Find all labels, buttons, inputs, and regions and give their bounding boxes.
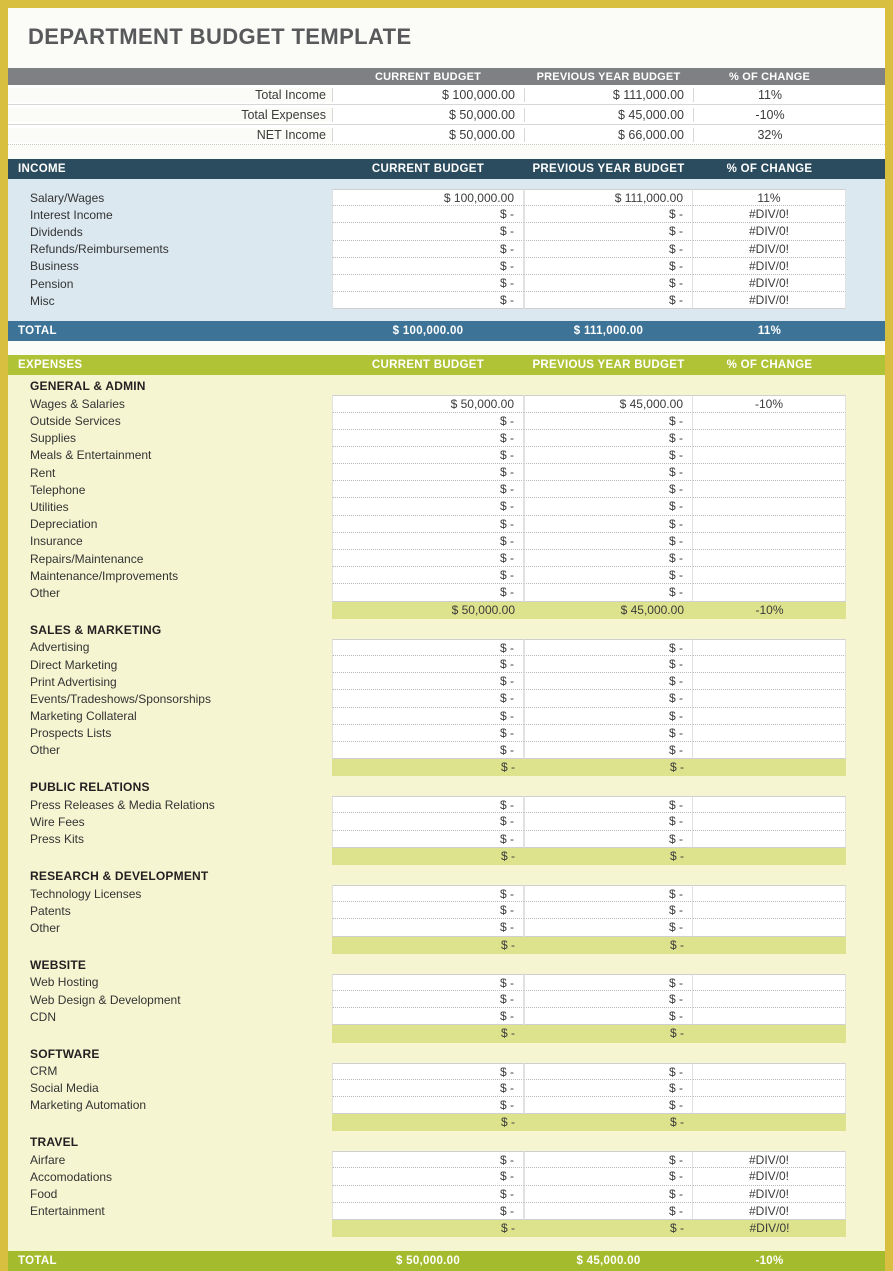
expense-row-current[interactable]: $ - (332, 708, 524, 725)
income-total-current: $ 100,000.00 (392, 325, 464, 338)
expense-row-previous[interactable]: $ - (524, 498, 693, 515)
expense-row-change (693, 1063, 846, 1080)
expense-row-change (693, 584, 846, 601)
expense-subtotal-previous: $ - (524, 848, 693, 865)
expense-subtotal-current: $ - (332, 1025, 524, 1042)
expense-row-change (693, 708, 846, 725)
income-row (8, 189, 885, 206)
expense-row-current[interactable]: $ - (332, 447, 524, 464)
income-row-label: Refunds/Reimbursements (30, 242, 169, 257)
income-row-previous[interactable]: $ - (524, 275, 693, 292)
expense-subtotal-row (8, 1220, 885, 1237)
expense-row-previous[interactable]: $ - (524, 584, 693, 601)
expense-row-label: Maintenance/Improvements (30, 568, 179, 583)
expenses-total-change: -10% (755, 1255, 784, 1268)
expense-row-previous[interactable]: $ - (524, 430, 693, 447)
expense-row (8, 974, 885, 991)
expense-group-title: SOFTWARE (30, 1046, 100, 1061)
expense-row-current[interactable]: $ - (332, 1080, 524, 1097)
expense-subtotal-current: $ - (332, 937, 524, 954)
expense-subtotal-current: $ 50,000.00 (332, 602, 524, 619)
income-row-current[interactable]: $ - (332, 223, 524, 240)
income-row-label: Business (30, 259, 79, 274)
expense-row-previous[interactable]: $ 45,000.00 (524, 395, 693, 412)
income-row (8, 223, 885, 240)
expense-subtotal-row (8, 759, 885, 776)
income-row-previous[interactable]: $ - (524, 292, 693, 309)
expense-row-label: Social Media (30, 1081, 99, 1096)
summary-header-change: % OF CHANGE (728, 70, 811, 83)
income-row (8, 275, 885, 292)
expense-row-label: Utilities (30, 500, 69, 515)
expense-row-change (693, 974, 846, 991)
summary-row-label: Total Income (8, 88, 332, 102)
summary-row-previous: $ 111,000.00 (524, 88, 693, 102)
expense-row-change (693, 902, 846, 919)
expense-row-change (693, 498, 846, 515)
expense-subtotal-current: $ - (332, 848, 524, 865)
expense-row (8, 708, 885, 725)
expense-row-label: Direct Marketing (30, 657, 118, 672)
income-row-label: Dividends (30, 224, 83, 239)
expense-row-change: #DIV/0! (693, 1186, 846, 1203)
expense-row-previous[interactable]: $ - (524, 796, 693, 813)
expense-row (8, 1063, 885, 1080)
summary-row-label: Total Expenses (8, 108, 332, 122)
income-total-label: TOTAL (18, 325, 57, 338)
expense-row-previous[interactable]: $ - (524, 919, 693, 936)
expense-row-label: Wages & Salaries (30, 396, 125, 411)
expense-subtotal-row (8, 937, 885, 954)
expense-row-label: Insurance (30, 534, 83, 549)
expense-row-change (693, 1080, 846, 1097)
expenses-section (8, 355, 885, 1271)
expense-row-change: -10% (693, 395, 846, 412)
expense-group-title: SALES & MARKETING (30, 622, 162, 637)
expense-row (8, 430, 885, 447)
expense-row-label: Marketing Automation (30, 1098, 147, 1113)
income-row-label: Interest Income (30, 207, 113, 222)
summary-row-change: 11% (693, 88, 846, 102)
income-row-change: #DIV/0! (693, 241, 846, 258)
expense-row-change (693, 1008, 846, 1025)
expense-row-change (693, 742, 846, 759)
summary-row (8, 125, 885, 145)
expense-subtotal-current: $ - (332, 1114, 524, 1131)
expense-subtotal-change (693, 937, 846, 954)
expense-row-current[interactable]: $ - (332, 919, 524, 936)
expense-row (8, 498, 885, 515)
income-row-change: #DIV/0! (693, 223, 846, 240)
expense-row-current[interactable]: $ - (332, 725, 524, 742)
expense-row-change (693, 831, 846, 848)
expense-row-change (693, 919, 846, 936)
expense-row-label: Prospects Lists (30, 726, 112, 741)
expense-row-current[interactable]: $ - (332, 974, 524, 991)
expense-row-label: Events/Tradeshows/Sponsorships (30, 691, 211, 706)
summary-header-previous: PREVIOUS YEAR BUDGET (536, 70, 681, 83)
income-total-row (8, 321, 885, 341)
summary-row-current: $ 100,000.00 (332, 88, 524, 102)
expense-row-change (693, 550, 846, 567)
income-row-current[interactable]: $ - (332, 258, 524, 275)
expense-row-change (693, 413, 846, 430)
expense-row-previous[interactable]: $ - (524, 413, 693, 430)
income-row (8, 241, 885, 258)
page-title: DEPARTMENT BUDGET TEMPLATE (28, 24, 412, 49)
income-row-change: #DIV/0! (693, 258, 846, 275)
expense-row (8, 567, 885, 584)
summary-row-change: -10% (693, 108, 846, 122)
expenses-heading: EXPENSES (18, 359, 83, 372)
expense-row-previous[interactable]: $ - (524, 656, 693, 673)
summary-row (8, 105, 885, 125)
expense-row-current[interactable]: $ - (332, 1008, 524, 1025)
expense-row (8, 1203, 885, 1220)
expense-row-previous[interactable]: $ - (524, 902, 693, 919)
income-row (8, 292, 885, 309)
expense-row-change (693, 725, 846, 742)
expense-row-current[interactable]: $ - (332, 430, 524, 447)
expense-row-previous[interactable]: $ - (524, 1080, 693, 1097)
income-section (8, 159, 885, 341)
expense-subtotal-current: $ - (332, 1220, 524, 1237)
expense-row-label: Other (30, 743, 61, 758)
expense-row-change (693, 690, 846, 707)
expense-row (8, 1008, 885, 1025)
expense-row-change (693, 516, 846, 533)
expense-row (8, 1097, 885, 1114)
expense-row (8, 1080, 885, 1097)
expense-row (8, 516, 885, 533)
income-row (8, 258, 885, 275)
expense-row-previous[interactable]: $ - (524, 1008, 693, 1025)
expense-row (8, 584, 885, 601)
expense-row-label: Web Design & Development (30, 992, 181, 1007)
expense-row-current[interactable]: $ - (332, 991, 524, 1008)
expense-row-previous[interactable]: $ - (524, 464, 693, 481)
expense-row-current[interactable]: $ - (332, 796, 524, 813)
expense-row-previous[interactable]: $ - (524, 725, 693, 742)
expense-row-current[interactable]: $ - (332, 413, 524, 430)
expense-row-previous[interactable]: $ - (524, 533, 693, 550)
income-row-label: Salary/Wages (30, 190, 105, 205)
expense-row-current[interactable]: $ - (332, 742, 524, 759)
expense-row (8, 1151, 885, 1168)
expense-row-change: #DIV/0! (693, 1151, 846, 1168)
expense-row-label: Marketing Collateral (30, 709, 137, 724)
expense-row-current[interactable]: $ - (332, 1063, 524, 1080)
expense-row-change (693, 991, 846, 1008)
expense-row-current[interactable]: $ - (332, 1186, 524, 1203)
income-total-previous: $ 111,000.00 (573, 325, 644, 338)
expense-row (8, 796, 885, 813)
expense-subtotal-current: $ - (332, 759, 524, 776)
expense-row-change (693, 796, 846, 813)
expense-subtotal-change: #DIV/0! (693, 1220, 846, 1237)
expense-row-label: Patents (30, 903, 71, 918)
expense-row-previous[interactable]: $ - (524, 550, 693, 567)
expense-row-current[interactable]: $ - (332, 1097, 524, 1114)
expense-row-previous[interactable]: $ - (524, 708, 693, 725)
expense-subtotal-change: -10% (693, 602, 846, 619)
summary-row-current: $ 50,000.00 (332, 128, 524, 142)
expense-row-previous[interactable]: $ - (524, 516, 693, 533)
expense-row-previous[interactable]: $ - (524, 447, 693, 464)
summary-row-current: $ 50,000.00 (332, 108, 524, 122)
summary-row-label: NET Income (8, 128, 332, 142)
expense-row (8, 742, 885, 759)
income-header-bar (8, 159, 885, 179)
expense-row-previous[interactable]: $ - (524, 885, 693, 902)
expense-subtotal-previous: $ - (524, 1025, 693, 1042)
expense-row-current[interactable]: $ - (332, 498, 524, 515)
expense-row-label: Outside Services (30, 414, 121, 429)
expense-row-label: CRM (30, 1064, 58, 1079)
expense-row-current[interactable]: $ - (332, 533, 524, 550)
expense-row-previous[interactable]: $ - (524, 690, 693, 707)
expense-row-previous[interactable]: $ - (524, 813, 693, 830)
income-row (8, 206, 885, 223)
expenses-header-current: CURRENT BUDGET (371, 359, 485, 372)
expense-row-current[interactable]: $ - (332, 656, 524, 673)
expense-row-label: Press Releases & Media Relations (30, 797, 215, 812)
income-row-change: #DIV/0! (693, 275, 846, 292)
income-total-change: 11% (757, 325, 782, 338)
expense-subtotal-previous: $ - (524, 1220, 693, 1237)
expense-row-change (693, 481, 846, 498)
expense-subtotal-row (8, 602, 885, 619)
expense-subtotal-previous: $ - (524, 759, 693, 776)
expense-row-label: Food (30, 1187, 58, 1202)
expense-row-current[interactable]: $ - (332, 1151, 524, 1168)
expense-row (8, 902, 885, 919)
expense-row-change (693, 885, 846, 902)
summary-header-row (8, 68, 885, 85)
expense-row-current[interactable]: $ - (332, 673, 524, 690)
expense-row-current[interactable]: $ - (332, 885, 524, 902)
income-row-previous[interactable]: $ - (524, 258, 693, 275)
expense-row-label: Advertising (30, 640, 90, 655)
income-row-change: #DIV/0! (693, 206, 846, 223)
expense-row-previous[interactable]: $ - (524, 974, 693, 991)
expenses-total-previous: $ 45,000.00 (576, 1255, 641, 1268)
expense-row (8, 464, 885, 481)
expense-row (8, 690, 885, 707)
expense-row-label: Repairs/Maintenance (30, 551, 144, 566)
expenses-body (8, 375, 885, 1251)
expense-row-previous[interactable]: $ - (524, 1203, 693, 1220)
expense-row-previous[interactable]: $ - (524, 673, 693, 690)
expense-subtotal-change (693, 1114, 846, 1131)
expense-row (8, 1168, 885, 1185)
income-row-previous[interactable]: $ 111,000.00 (524, 189, 693, 206)
expense-row (8, 919, 885, 936)
income-header-current: CURRENT BUDGET (371, 163, 485, 175)
expense-row-previous[interactable]: $ - (524, 1063, 693, 1080)
expense-row-label: Press Kits (30, 832, 85, 847)
expense-row (8, 813, 885, 830)
expense-row (8, 481, 885, 498)
income-row-previous[interactable]: $ - (524, 223, 693, 240)
expense-row (8, 639, 885, 656)
expenses-total-row (8, 1251, 885, 1271)
expense-row-label: Supplies (30, 431, 77, 446)
expense-row (8, 725, 885, 742)
expense-row-current[interactable]: $ - (332, 481, 524, 498)
expense-subtotal-change (693, 1025, 846, 1042)
expense-row-change (693, 430, 846, 447)
expense-row-label: Rent (30, 465, 56, 480)
income-header-change: % OF CHANGE (726, 163, 813, 175)
expense-group-title: TRAVEL (30, 1135, 79, 1150)
expenses-header-bar (8, 355, 885, 375)
expense-subtotal-previous: $ - (524, 937, 693, 954)
expense-row-label: Telephone (30, 482, 86, 497)
expense-row-change (693, 656, 846, 673)
income-row-label: Pension (30, 276, 74, 291)
income-row-current[interactable]: $ 100,000.00 (332, 189, 524, 206)
expense-row-label: Accomodations (30, 1170, 113, 1185)
expense-row-label: Other (30, 920, 61, 935)
income-row-previous[interactable]: $ - (524, 206, 693, 223)
income-heading: INCOME (18, 163, 66, 175)
expense-row-change (693, 813, 846, 830)
expense-row-label: Wire Fees (30, 815, 85, 830)
expense-row-label: Airfare (30, 1152, 66, 1167)
income-header-previous: PREVIOUS YEAR BUDGET (532, 163, 685, 175)
expense-row-label: Depreciation (30, 517, 98, 532)
expense-row-current[interactable]: $ - (332, 550, 524, 567)
expense-row-previous[interactable]: $ - (524, 742, 693, 759)
expense-row (8, 831, 885, 848)
expense-row-current[interactable]: $ - (332, 567, 524, 584)
expense-row-change: #DIV/0! (693, 1168, 846, 1185)
expense-subtotal-previous: $ 45,000.00 (524, 602, 693, 619)
expense-row-label: Meals & Entertainment (30, 448, 152, 463)
expense-subtotal-row (8, 1114, 885, 1131)
expense-row-label: Entertainment (30, 1204, 105, 1219)
expenses-header-change: % OF CHANGE (726, 359, 813, 372)
income-row-current[interactable]: $ - (332, 206, 524, 223)
expense-subtotal-row (8, 848, 885, 865)
expense-row-previous[interactable]: $ - (524, 639, 693, 656)
expense-row (8, 885, 885, 902)
expense-row-current[interactable]: $ - (332, 639, 524, 656)
expense-group-title: RESEARCH & DEVELOPMENT (30, 869, 209, 883)
expense-row-current[interactable]: $ - (332, 1168, 524, 1185)
expense-row-current[interactable]: $ - (332, 813, 524, 830)
expense-row-label: CDN (30, 1009, 56, 1024)
expense-row (8, 413, 885, 430)
income-row-label: Misc (30, 293, 55, 308)
expense-row (8, 673, 885, 690)
expense-row-current[interactable]: $ - (332, 516, 524, 533)
income-row-current[interactable]: $ - (332, 275, 524, 292)
expense-row-previous[interactable]: $ - (524, 1151, 693, 1168)
expense-row-label: Web Hosting (30, 975, 99, 990)
expense-row (8, 1186, 885, 1203)
expense-row-label: Print Advertising (30, 674, 117, 689)
expense-row-current[interactable]: $ - (332, 690, 524, 707)
expense-row-current[interactable]: $ - (332, 902, 524, 919)
budget-sheet (8, 8, 885, 1268)
income-body (8, 179, 885, 321)
expense-row-change (693, 567, 846, 584)
expense-row-current[interactable]: $ - (332, 464, 524, 481)
expense-row-previous[interactable]: $ - (524, 481, 693, 498)
income-row-previous[interactable]: $ - (524, 241, 693, 258)
expense-row (8, 656, 885, 673)
expense-group-title: PUBLIC RELATIONS (30, 780, 150, 795)
expense-row-previous[interactable]: $ - (524, 567, 693, 584)
expense-row-current[interactable]: $ - (332, 584, 524, 601)
expense-row (8, 395, 885, 412)
expenses-bottom-spacer (8, 1237, 885, 1247)
income-row-change: #DIV/0! (693, 292, 846, 309)
expense-subtotal-change (693, 759, 846, 776)
expense-row-current[interactable]: $ - (332, 831, 524, 848)
expense-row-current[interactable]: $ 50,000.00 (332, 395, 524, 412)
expense-row-previous[interactable]: $ - (524, 1097, 693, 1114)
summary-header-current: CURRENT BUDGET (374, 70, 482, 83)
summary-row (8, 85, 885, 105)
expense-row-previous[interactable]: $ - (524, 831, 693, 848)
expense-subtotal-row (8, 1025, 885, 1042)
expense-row-change (693, 464, 846, 481)
expense-row-previous[interactable]: $ - (524, 1186, 693, 1203)
expense-subtotal-change (693, 848, 846, 865)
summary-row-previous: $ 66,000.00 (524, 128, 693, 142)
expense-row (8, 447, 885, 464)
expense-row-label: Technology Licenses (30, 886, 142, 901)
expense-row-previous[interactable]: $ - (524, 1168, 693, 1185)
expense-row-change (693, 673, 846, 690)
expenses-total-label: TOTAL (18, 1255, 57, 1268)
expense-row-change (693, 1097, 846, 1114)
expense-row-change (693, 639, 846, 656)
expense-group-title: GENERAL & ADMIN (30, 379, 146, 394)
expense-row-previous[interactable]: $ - (524, 991, 693, 1008)
summary-row-previous: $ 45,000.00 (524, 108, 693, 122)
expenses-header-previous: PREVIOUS YEAR BUDGET (532, 359, 685, 372)
expenses-total-current: $ 50,000.00 (395, 1255, 461, 1268)
expense-row-change (693, 533, 846, 550)
expense-subtotal-previous: $ - (524, 1114, 693, 1131)
expense-row (8, 991, 885, 1008)
expense-row (8, 550, 885, 567)
income-row-current[interactable]: $ - (332, 292, 524, 309)
expense-row-change (693, 447, 846, 464)
expense-row-change: #DIV/0! (693, 1203, 846, 1220)
income-row-change: 11% (693, 189, 846, 206)
income-row-current[interactable]: $ - (332, 241, 524, 258)
expense-row-label: Other (30, 585, 61, 600)
expense-group-title: WEBSITE (30, 957, 87, 972)
summary-table (8, 68, 885, 145)
expense-row-current[interactable]: $ - (332, 1203, 524, 1220)
summary-row-change: 32% (693, 128, 846, 142)
expense-row (8, 533, 885, 550)
